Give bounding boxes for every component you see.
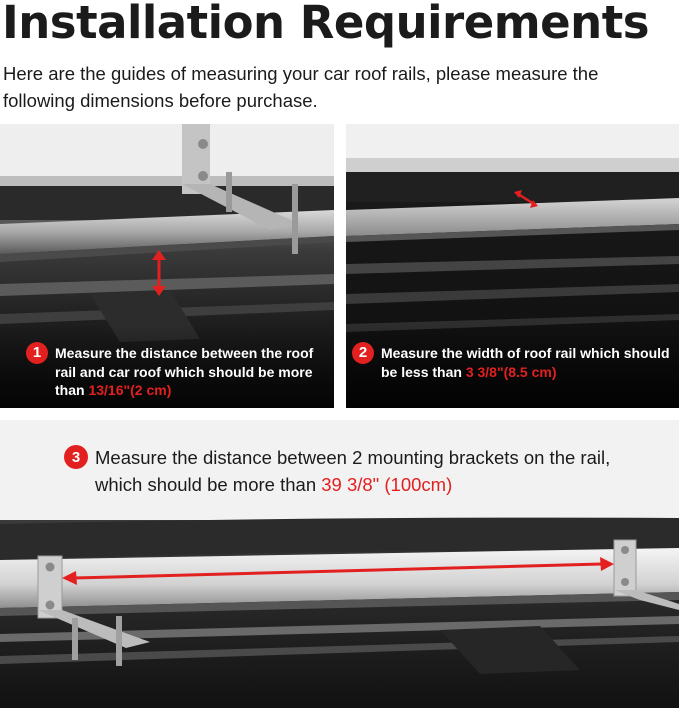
step-1-highlight: 13/16"(2 cm) xyxy=(88,382,172,398)
step-2-instruction xyxy=(352,344,672,381)
step-3-instruction xyxy=(64,444,624,498)
photo-rail-clearance xyxy=(0,124,334,408)
step-3-text: Measure the distance between 2 mounting brackets on the rail, which should be more than 39 3/8" (100cm) xyxy=(95,447,611,495)
step-3-badge: 3 xyxy=(64,445,88,469)
step-2-badge: 2 xyxy=(352,342,374,364)
step-1-text: Measure the distance between the roof rail and car roof which should be more than 13/16"(2 cm) xyxy=(55,345,314,398)
page-title: Installation Requirements xyxy=(2,0,650,49)
intro-text: Here are the guides of measuring your car roof rails, please measure the following dimensions before purchase. xyxy=(3,63,599,111)
photo-bracket-spacing xyxy=(0,420,679,708)
step-2-text: Measure the width of roof rail which should be less than 3 3/8"(8.5 cm) xyxy=(381,345,670,380)
step-1-badge: 1 xyxy=(26,342,48,364)
step-1-instruction xyxy=(26,344,326,400)
photo-rail-width xyxy=(346,124,679,408)
step-2-highlight: 3 3/8"(8.5 cm) xyxy=(465,363,557,380)
step-3-highlight: 39 3/8" (100cm) xyxy=(321,474,453,495)
